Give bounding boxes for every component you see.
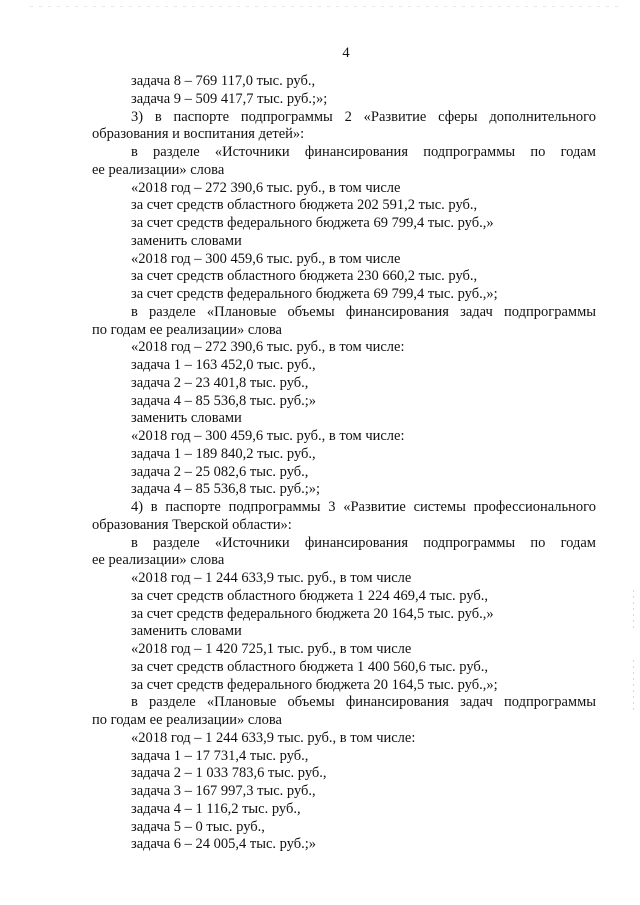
text-line: заменить словами	[131, 410, 242, 427]
text-line: задача 4 – 1 116,2 тыс. руб.,	[131, 800, 301, 817]
text-line: за счет средств областного бюджета 1 224 469,4 тыс. руб.,	[131, 587, 489, 604]
text-line: ее реализации» слова	[92, 161, 225, 178]
text-line: по годам ее реализации» слова	[92, 321, 282, 338]
document-body	[92, 73, 596, 854]
text-line: в разделе «Плановые объемы финансирования задач подпрограммы	[131, 303, 596, 320]
text-line: задача 2 – 23 401,8 тыс. руб.,	[131, 374, 309, 391]
text-line: «2018 год – 1 244 633,9 тыс. руб., в том числе:	[131, 729, 416, 746]
text-line: за счет средств федерального бюджета 20 164,5 тыс. руб.,»;	[131, 676, 498, 693]
text-line: задача 8 – 769 117,0 тыс. руб.,	[131, 73, 316, 89]
text-line: «2018 год – 272 390,6 тыс. руб., в том числе:	[131, 339, 405, 356]
text-line: за счет средств федерального бюджета 20 164,5 тыс. руб.,»	[131, 605, 494, 622]
text-line: за счет средств федерального бюджета 69 799,4 тыс. руб.,»;	[131, 286, 498, 302]
text-line: за счет средств областного бюджета 230 660,2 тыс. руб.,	[131, 268, 478, 285]
text-line: в разделе «Источники финансирования подпрограммы по годам	[131, 534, 596, 551]
text-line: «2018 год – 272 390,6 тыс. руб., в том числе	[131, 179, 401, 196]
text-line: за счет средств областного бюджета 1 400 560,6 тыс. руб.,	[131, 658, 489, 675]
scan-edge-noise	[30, 6, 620, 7]
text-line: задача 6 – 24 005,4 тыс. руб.;»	[131, 836, 317, 853]
text-line: по годам ее реализации» слова	[92, 712, 282, 728]
text-line: заменить словами	[131, 232, 242, 249]
text-line: образования и воспитания детей»:	[92, 126, 305, 143]
text-line: задача 3 – 167 997,3 тыс. руб.,	[131, 783, 316, 799]
text-line: задача 5 – 0 тыс. руб.,	[131, 818, 265, 835]
text-line: «2018 год – 300 459,6 тыс. руб., в том числе:	[131, 428, 405, 444]
text-line: задача 2 – 25 082,6 тыс. руб.,	[131, 463, 309, 480]
text-line: задача 2 – 1 033 783,6 тыс. руб.,	[131, 765, 327, 782]
text-line: 3) в паспорте подпрограммы 2 «Развитие сферы дополнительного	[131, 108, 596, 125]
text-line: задача 1 – 17 731,4 тыс. руб.,	[131, 747, 309, 764]
text-line: «2018 год – 1 244 633,9 тыс. руб., в том числе	[131, 570, 412, 586]
scan-margin-marks	[633, 590, 634, 630]
text-line: «2018 год – 1 420 725,1 тыс. руб., в том числе	[131, 641, 412, 657]
scan-margin-marks	[633, 660, 634, 710]
text-line: в разделе «Источники финансирования подпрограммы по годам	[131, 144, 596, 160]
text-line: задача 9 – 509 417,7 тыс. руб.;»;	[131, 90, 328, 107]
text-line: задача 1 – 189 840,2 тыс. руб.,	[131, 445, 316, 462]
text-line: «2018 год – 300 459,6 тыс. руб., в том числе	[131, 250, 401, 267]
text-line: задача 4 – 85 536,8 тыс. руб.;»	[131, 392, 317, 409]
text-line: за счет средств федерального бюджета 69 799,4 тыс. руб.,»	[131, 215, 494, 231]
text-line: за счет средств областного бюджета 202 591,2 тыс. руб.,	[131, 197, 478, 214]
text-line: образования Тверской области»:	[92, 516, 292, 533]
text-line: ее реализации» слова	[92, 552, 225, 569]
text-line: в разделе «Плановые объемы финансирования задач подпрограммы	[131, 694, 596, 711]
text-line: задача 4 – 85 536,8 тыс. руб.;»;	[131, 481, 321, 498]
text-line: заменить словами	[131, 623, 242, 640]
text-line: 4) в паспорте подпрограммы 3 «Развитие системы профессионального	[131, 499, 596, 515]
text-line: задача 1 – 163 452,0 тыс. руб.,	[131, 357, 316, 373]
page-number: 4	[342, 45, 350, 61]
